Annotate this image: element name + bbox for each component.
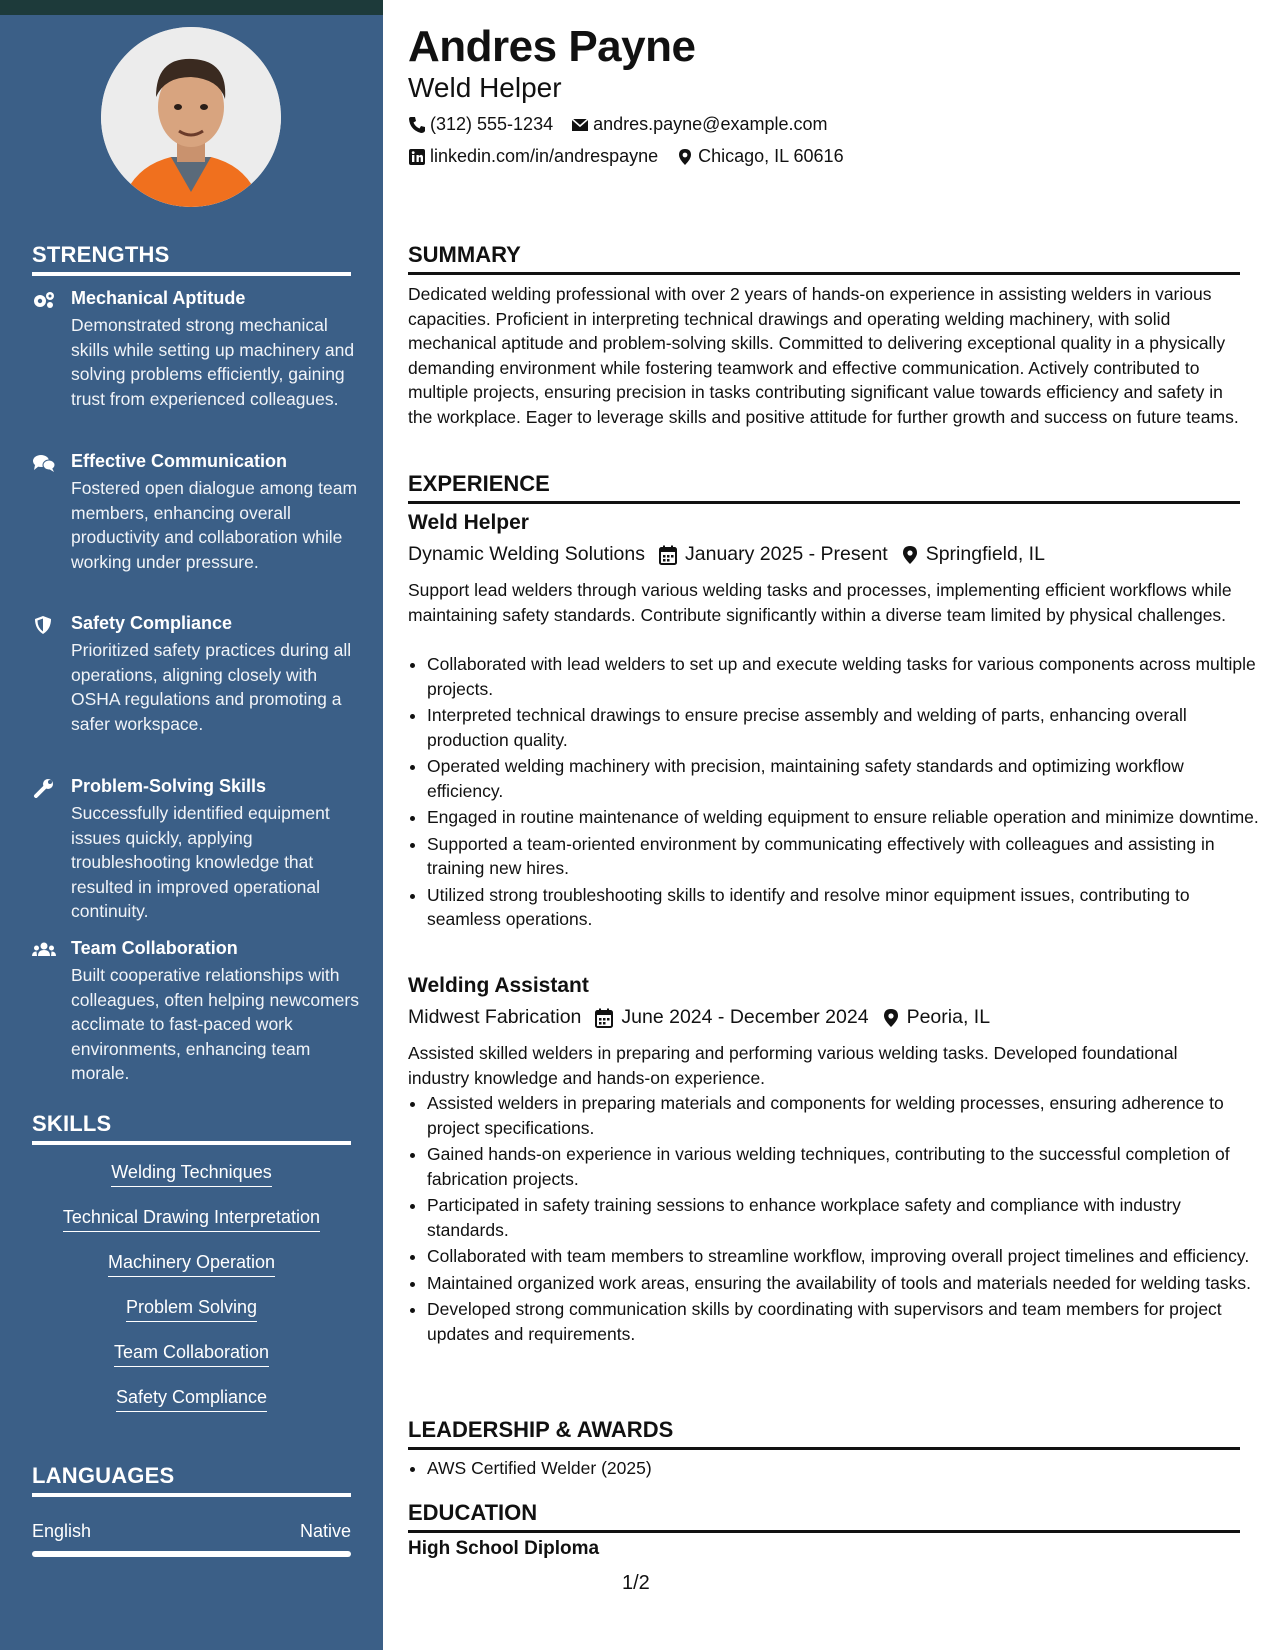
list-item: • Maintained organized work areas, ensuring the availability of tools and materials needed for welding tasks.	[427, 1271, 1259, 1296]
location-pin-icon	[883, 1008, 899, 1028]
education-heading: EDUCATION	[408, 1500, 1240, 1533]
job-location: Springfield, IL	[925, 543, 1045, 565]
list-item: • Assisted welders in preparing materials and components for welding processes, ensuring adherence to project specifications.	[427, 1091, 1259, 1140]
list-item: • Engaged in routine maintenance of welding equipment to ensure reliable operation and minimize downtime.	[427, 805, 1259, 830]
job-dates: January 2025 - Present	[685, 543, 888, 565]
list-item: • Interpreted technical drawings to ensure precise assembly and welding of parts, enhancing overall production quality.	[427, 703, 1259, 752]
strength-description: Successfully identified equipment issues quickly, applying troubleshooting knowledge that resulted in improved operational continuity.	[71, 803, 330, 921]
calendar-icon	[659, 545, 677, 565]
list-item: • Utilized strong troubleshooting skills to identify and resolve minor equipment issues, contributing to seamless operations.	[427, 883, 1259, 932]
list-item: • Gained hands-on experience in various welding techniques, contributing to the successful completion of fabrication projects.	[427, 1142, 1259, 1191]
skill-item: Problem Solving	[32, 1297, 351, 1322]
location-pin-icon	[676, 148, 694, 166]
job-dates: June 2024 - December 2024	[621, 1006, 869, 1028]
education-degree: High School Diploma	[408, 1538, 600, 1559]
email-icon	[571, 116, 589, 134]
leadership-heading: LEADERSHIP & AWARDS	[408, 1417, 1240, 1450]
gears-icon	[32, 290, 56, 312]
strengths-heading: STRENGTHS	[32, 242, 351, 276]
leadership-list	[408, 1456, 1259, 1483]
candidate-role: Weld Helper	[408, 72, 562, 103]
users-icon	[32, 940, 56, 962]
shield-icon	[32, 615, 56, 637]
job-description: Support lead welders through various welding tasks and processes, implementing efficient workflows while maintaining safety standards. Contribute significantly within a diverse team limited by physical challenges.	[408, 580, 1232, 625]
job-company: Dynamic Welding Solutions	[408, 543, 645, 565]
email-link[interactable]: andres.payne@example.com	[593, 114, 828, 134]
strength-description: Built cooperative relationships with colleagues, often helping newcomers acclimate to fast-paced work environments, enhancing team morale.	[71, 965, 359, 1083]
language-row	[32, 1521, 351, 1542]
summary-text: Dedicated welding professional with over 2 years of hands-on experience in assisting welders in various capacities. Proficient in interpreting technical drawings and operating welding machinery, with solid mechanical aptitude and problem-solving skills. Committed to delivering exceptional quality in a physically demanding environment while fostering teamwork and effective communication. Actively contributed to multiple projects, ensuring precision in tasks contributing significant value towards efficiency and safety in the workplace. Eager to leverage skills and positive attitude for further growth and success on future teams.	[408, 284, 1239, 427]
skill-item: Team Collaboration	[32, 1342, 351, 1367]
avatar	[101, 27, 281, 207]
job-meta	[408, 1006, 990, 1029]
job-bullets	[408, 652, 1259, 934]
job-title: Weld Helper	[408, 511, 529, 534]
list-item: • Collaborated with team members to streamline workflow, improving overall project timelines and efficiency.	[427, 1244, 1259, 1269]
strength-title: Effective Communication	[71, 451, 288, 471]
skill-item: Machinery Operation	[32, 1252, 351, 1277]
list-item: • Developed strong communication skills by coordinating with supervisors and team members for project updates and requirements.	[427, 1297, 1259, 1346]
location-text: Chicago, IL 60616	[698, 146, 844, 166]
sidebar-top-strip	[0, 0, 383, 15]
job-title: Welding Assistant	[408, 974, 589, 997]
summary-heading: SUMMARY	[408, 242, 1240, 275]
sidebar	[0, 0, 383, 1650]
job-company: Midwest Fabrication	[408, 1006, 582, 1028]
language-name: English	[32, 1521, 92, 1541]
skill-item: Welding Techniques	[32, 1162, 351, 1187]
job-bullets	[408, 1091, 1259, 1348]
skill-item: Technical Drawing Interpretation	[32, 1207, 351, 1232]
calendar-icon	[595, 1008, 613, 1028]
languages-heading: LANGUAGES	[32, 1463, 351, 1497]
strength-title: Problem-Solving Skills	[71, 776, 267, 796]
list-item: • Collaborated with lead welders to set up and execute welding tasks for various components across multiple projects.	[427, 652, 1259, 701]
linkedin-icon	[408, 148, 426, 166]
chat-bubbles-icon	[32, 453, 56, 475]
contact-row	[408, 146, 844, 167]
wrench-icon	[32, 778, 56, 800]
strength-description: Demonstrated strong mechanical skills while setting up machinery and solving problems efficiently, gaining trust from experienced colleagues.	[71, 315, 355, 409]
list-item: • AWS Certified Welder (2025)	[427, 1456, 1259, 1481]
list-item: • Supported a team-oriented environment by communicating effectively with colleagues and assisting in training new hires.	[427, 832, 1259, 881]
linkedin-link[interactable]: linkedin.com/in/andrespayne	[430, 146, 659, 166]
experience-heading: EXPERIENCE	[408, 471, 1240, 504]
main-content	[408, 0, 1259, 1650]
language-level: Native	[299, 1521, 351, 1541]
job-meta	[408, 543, 1045, 566]
strength-title: Mechanical Aptitude	[71, 288, 246, 308]
skills-heading: SKILLS	[32, 1111, 351, 1145]
location-pin-icon	[902, 545, 918, 565]
contact-row	[408, 114, 828, 135]
list-item: • Operated welding machinery with precision, maintaining safety standards and optimizing workflow efficiency.	[427, 754, 1259, 803]
candidate-name: Andres Payne	[408, 22, 696, 71]
job-description: Assisted skilled welders in preparing and performing various welding tasks. Developed foundational industry knowledge and hands-on experience.	[408, 1043, 1178, 1088]
page-number: 1/2	[622, 1572, 650, 1594]
strength-description: Prioritized safety practices during all operations, aligning closely with OSHA regulations and promoting a safer workspace.	[71, 640, 352, 734]
list-item: • Participated in safety training sessions to enhance workplace safety and compliance with industry standards.	[427, 1193, 1259, 1242]
strength-description: Fostered open dialogue among team members, enhancing overall productivity and collaboration while working under pressure.	[71, 478, 358, 572]
strength-title: Safety Compliance	[71, 613, 233, 633]
language-proficiency-bar	[32, 1551, 351, 1557]
job-location: Peoria, IL	[906, 1006, 991, 1028]
skill-item: Safety Compliance	[32, 1387, 351, 1412]
phone-icon	[408, 116, 426, 134]
phone-text: (312) 555-1234	[430, 114, 554, 134]
strength-title: Team Collaboration	[71, 938, 238, 958]
